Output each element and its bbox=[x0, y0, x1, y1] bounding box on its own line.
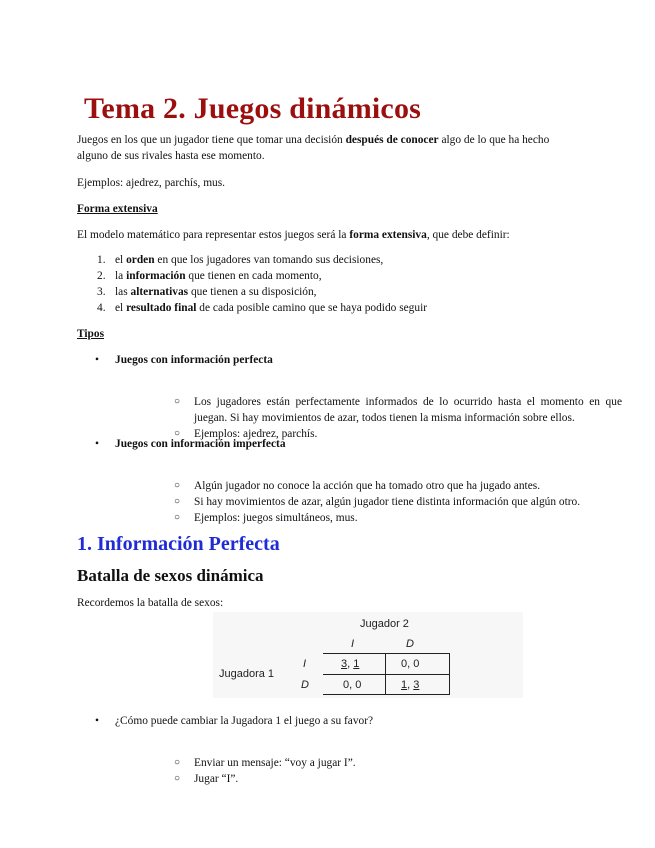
circle-bullet-icon: ○ bbox=[174, 512, 181, 523]
circle-bullet-icon: ○ bbox=[174, 757, 181, 768]
list-item: 1. el orden en que los jugadores van tomando sus decisiones, bbox=[97, 254, 384, 266]
bullet-icon: • bbox=[95, 354, 99, 366]
imperfecta-sublist bbox=[134, 478, 622, 526]
column-strategy-I: I bbox=[351, 638, 355, 650]
imperfecta-bullet: • Juegos con información imperfecta bbox=[95, 438, 286, 450]
perfecta-bullet: • Juegos con información perfecta bbox=[95, 354, 273, 366]
page-title: Tema 2. Juegos dinámicos bbox=[83, 92, 422, 125]
table-rule-top bbox=[323, 653, 449, 654]
table-rule-middle bbox=[323, 674, 449, 675]
bullet-icon: • bbox=[95, 438, 99, 450]
payoff-cell-I-D: 0, 0 bbox=[401, 658, 420, 670]
subsection-heading-batalla: Batalla de sexos dinámica bbox=[77, 566, 264, 585]
recordemos-line: Recordemos la batalla de sexos: bbox=[77, 597, 224, 609]
tipos-heading: Tipos bbox=[77, 328, 105, 340]
list-item: ○ Los jugadores están perfectamente informados de lo ocurrido hasta el momento en que juegan. Si hay movimientos de azar, todos tienen la misma información sobre ellos. bbox=[174, 396, 622, 424]
payoff-cell-D-I: 0, 0 bbox=[343, 679, 362, 691]
circle-bullet-icon: ○ bbox=[174, 773, 181, 784]
table-rule-bottom bbox=[323, 694, 449, 695]
examples-line: Ejemplos: ajedrez, parchís, mus. bbox=[77, 177, 226, 189]
payoff-cell-D-D: 1, 3 bbox=[401, 679, 420, 691]
forma-extensiva-heading: Forma extensiva bbox=[77, 203, 158, 215]
circle-bullet-icon: ○ bbox=[174, 428, 181, 439]
table-rule-right bbox=[449, 653, 450, 695]
section-heading-informacion-perfecta: 1. Información Perfecta bbox=[77, 533, 280, 555]
column-player-label: Jugador 2 bbox=[360, 618, 409, 630]
list-item: ○ Ejemplos: ajedrez, parchís. bbox=[174, 428, 318, 440]
payoff-cell-I-I: 3, 1 bbox=[341, 658, 360, 670]
circle-bullet-icon: ○ bbox=[174, 496, 181, 507]
list-item: ○ Enviar un mensaje: “voy a jugar I”. bbox=[174, 757, 356, 769]
list-item: ○ Si hay movimientos de azar, algún jugador tiene distinta información que algún otro. bbox=[174, 496, 581, 508]
perfecta-sublist bbox=[134, 394, 622, 442]
table-rule-vertical bbox=[385, 653, 386, 695]
intro-paragraph: Juegos en los que un jugador tiene que tomar una decisión después de conocer algo de lo que ha hecho alguno de sus rivales hasta ese momento. bbox=[77, 134, 550, 162]
answers-sublist bbox=[134, 755, 622, 787]
list-item: 3. las alternativas que tienen a su disposición, bbox=[97, 286, 317, 298]
column-strategy-D: D bbox=[406, 638, 414, 650]
list-item: ○ Ejemplos: juegos simultáneos, mus. bbox=[174, 512, 358, 524]
circle-bullet-icon: ○ bbox=[174, 480, 181, 491]
forma-extensiva-paragraph: El modelo matemático para representar estos juegos será la forma extensiva, que debe definir: bbox=[77, 229, 510, 241]
list-item: 4. el resultado final de cada posible camino que se haya podido seguir bbox=[97, 302, 428, 314]
row-strategy-I: I bbox=[303, 658, 307, 670]
row-player-label: Jugadora 1 bbox=[219, 668, 275, 680]
list-item: 2. la información que tienen en cada momento, bbox=[97, 270, 322, 282]
list-item: ○ Jugar “I”. bbox=[174, 773, 239, 785]
bullet-icon: • bbox=[95, 715, 99, 727]
payoff-matrix bbox=[213, 612, 523, 698]
circle-bullet-icon: ○ bbox=[174, 396, 181, 407]
forma-extensiva-list bbox=[77, 252, 427, 316]
list-item: ○ Algún jugador no conoce la acción que ha tomado otro que ha jugado antes. bbox=[174, 480, 541, 492]
row-strategy-D: D bbox=[301, 679, 309, 691]
question-bullet: • ¿Cómo puede cambiar la Jugadora 1 el juego a su favor? bbox=[95, 715, 374, 727]
